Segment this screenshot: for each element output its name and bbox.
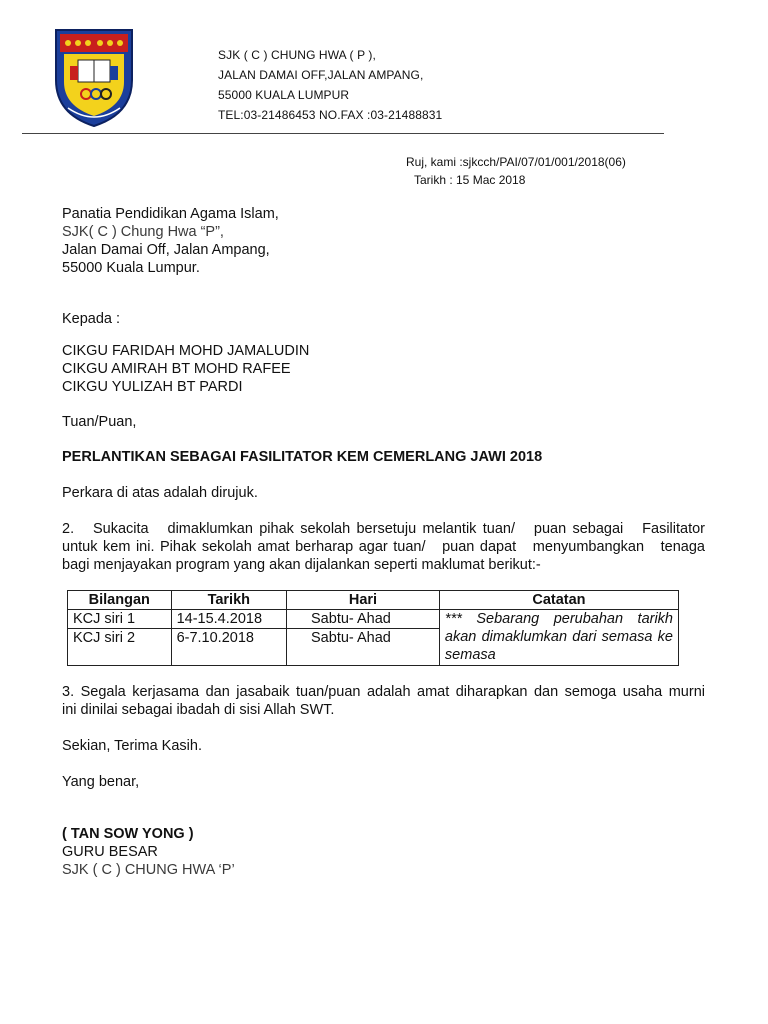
column-header: Catatan	[439, 591, 678, 610]
signatory-school: SJK ( C ) CHUNG HWA ‘P’	[62, 862, 235, 878]
letterhead-line: JALAN DAMAI OFF,JALAN AMPANG,	[218, 68, 424, 82]
sender-line: Jalan Damai Off, Jalan Ampang,	[62, 242, 270, 258]
kepada-label: Kepada :	[62, 311, 121, 327]
column-header: Tarikh	[171, 591, 286, 610]
paragraph-line: untuk kem ini. Pihak sekolah amat berharap agar tuan/ puan dapat menyumbangkan tenaga	[62, 539, 705, 555]
cell-hari: Sabtu- Ahad	[287, 610, 440, 629]
paragraph-line: ini dinilai sebagai ibadah di sisi Allah SWT.	[62, 702, 335, 718]
signatory-name: ( TAN SOW YONG )	[62, 826, 194, 842]
sender-line: SJK( C ) Chung Hwa “P”,	[62, 224, 224, 240]
cell-catatan: *** Sebarang perubahan tarikh akan dimaklumkan dari semasa ke semasa	[439, 610, 678, 666]
paragraph-line: 3. Segala kerjasama dan jasabaik tuan/puan adalah amat diharapkan dan semoga usaha murni	[62, 684, 705, 700]
signatory-title: GURU BESAR	[62, 844, 158, 860]
school-crest-logo	[50, 22, 138, 130]
paragraph-1: Perkara di atas adalah dirujuk.	[62, 485, 258, 501]
recipient-name: CIKGU FARIDAH MOHD JAMALUDIN	[62, 343, 310, 359]
paragraph-line: 2. Sukacita dimaklumkan pihak sekolah bersetuju melantik tuan/ puan sebagai Fasilitator	[62, 521, 705, 537]
letterhead-line: TEL:03-21486453 NO.FAX :03-21488831	[218, 108, 443, 122]
header-divider	[22, 133, 664, 134]
letter-date: Tarikh : 15 Mac 2018	[414, 173, 526, 187]
recipient-name: CIKGU YULIZAH BT PARDI	[62, 379, 243, 395]
cell-tarikh: 6-7.10.2018	[171, 629, 286, 666]
paragraph-3	[62, 683, 705, 719]
cell-tarikh: 14-15.4.2018	[171, 610, 286, 629]
closing-remark: Sekian, Terima Kasih.	[62, 738, 202, 754]
table-row	[68, 610, 679, 629]
reference-block	[406, 153, 626, 189]
letterhead-address	[218, 45, 442, 125]
schedule-table	[67, 590, 679, 666]
recipient-name: CIKGU AMIRAH BT MOHD RAFEE	[62, 361, 291, 377]
table-header-row	[68, 591, 679, 610]
column-header: Bilangan	[68, 591, 172, 610]
letterhead-line: SJK ( C ) CHUNG HWA ( P ),	[218, 48, 376, 62]
letterhead-line: 55000 KUALA LUMPUR	[218, 88, 350, 102]
paragraph-2	[62, 520, 705, 574]
column-header: Hari	[287, 591, 440, 610]
paragraph-line: bagi menjayakan program yang akan dijalankan seperti maklumat berikut:-	[62, 557, 541, 573]
salutation: Tuan/Puan,	[62, 414, 137, 430]
letter-subject: PERLANTIKAN SEBAGAI FASILITATOR KEM CEMERLANG JAWI 2018	[62, 449, 543, 465]
cell-bilangan: KCJ siri 1	[68, 610, 172, 629]
sender-address	[62, 205, 279, 277]
crest-icon	[50, 22, 138, 130]
reference-number: Ruj, kami :sjkcch/PAI/07/01/001/2018(06)	[406, 155, 626, 169]
yang-benar: Yang benar,	[62, 774, 140, 790]
recipient-list	[62, 342, 309, 396]
sender-line: 55000 Kuala Lumpur.	[62, 260, 200, 276]
signature-block	[62, 825, 235, 879]
cell-hari: Sabtu- Ahad	[287, 629, 440, 666]
sender-line: Panatia Pendidikan Agama Islam,	[62, 206, 279, 222]
cell-bilangan: KCJ siri 2	[68, 629, 172, 666]
